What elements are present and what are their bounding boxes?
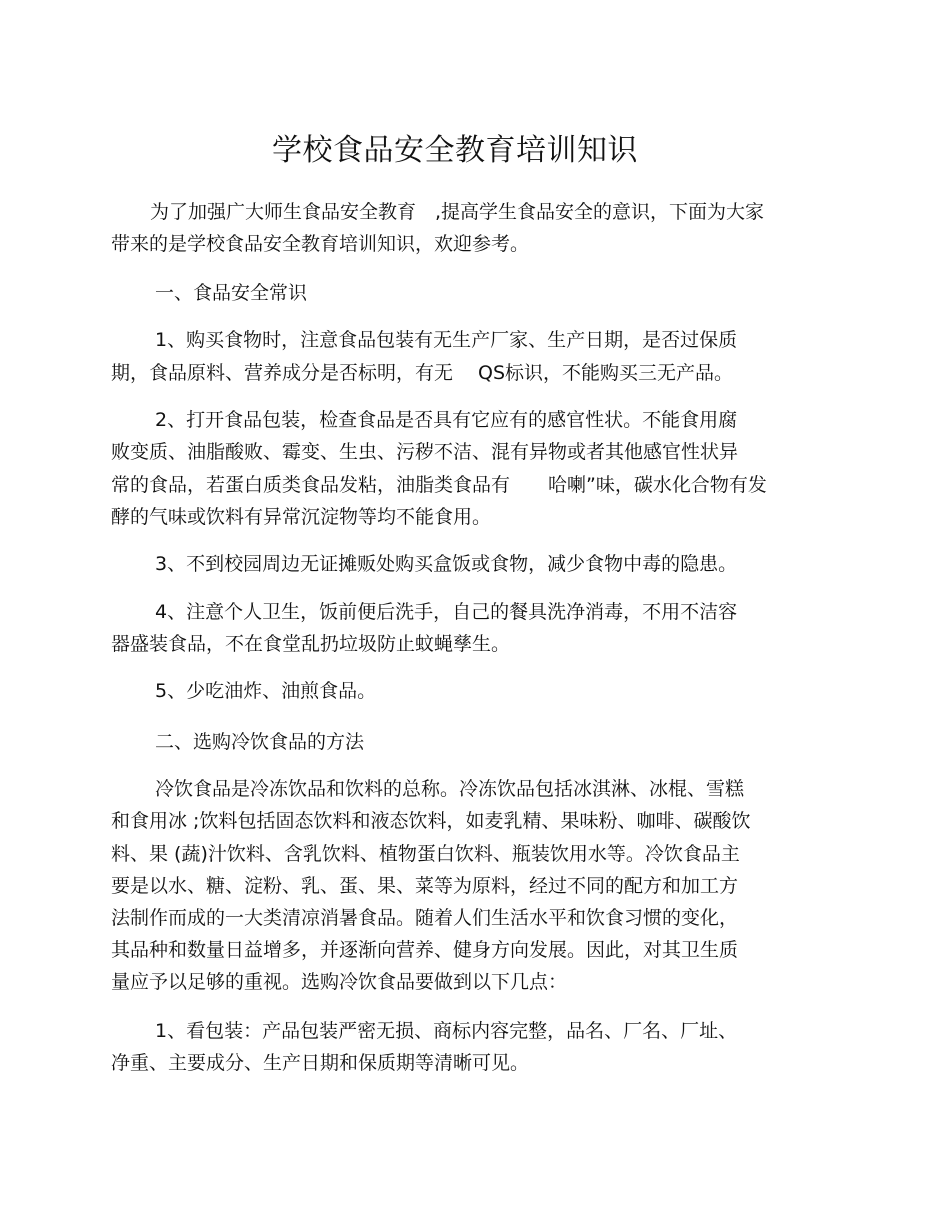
paragraph-line: 要是以水、糖、淀粉、乳、蛋、果、菜等为原料，经过不同的配方和加工方 (111, 875, 739, 897)
paragraph-line: 1、看包装：产品包装严密无损、商标内容完整，品名、厂名、厂址、 (155, 1020, 738, 1042)
paragraph-line: 4、注意个人卫生，饭前便后洗手，自己的餐具洗净消毒，不用不洁容 (155, 601, 738, 623)
paragraph-line: 其品种和数量日益增多，并逐渐向营养、健身方向发展。因此，对其卫生质 (111, 939, 739, 961)
paragraph-line: 2、打开食品包装，检查食品是否具有它应有的感官性状。不能食用腐 (155, 409, 738, 431)
paragraph-line: 器盛装食品，不在食堂乱扔垃圾防止蚊蝇孳生。 (111, 633, 511, 655)
paragraph-line: 为了加强广大师生食品安全教育 ,提高学生食品安全的意识，下面为大家 (150, 201, 765, 223)
paragraph-line: 败变质、油脂酸败、霉变、生虫、污秽不洁、混有异物或者其他感官性状异 (111, 441, 739, 463)
section-heading: 一、食品安全常识 (155, 282, 308, 304)
paragraph-line: 期，食品原料、营养成分是否标明，有无 QS标识，不能购买三无产品。 (111, 362, 734, 384)
paragraph-line: 法制作而成的一大类清凉消暑食品。随着人们生活水平和饮食习惯的变化， (111, 907, 739, 929)
paragraph-line: 冷饮食品是冷冻饮品和饮料的总称。冷冻饮品包括冰淇淋、冰棍、雪糕 (155, 778, 745, 800)
paragraph-line: 和食用冰 ;饮料包括固态饮料和液态饮料，如麦乳精、果味粉、咖啡、碳酸饮 (111, 810, 751, 832)
paragraph-line: 料、果 (蔬)汁饮料、含乳饮料、植物蛋白饮料、瓶装饮用水等。冷饮食品主 (111, 843, 740, 865)
section-heading: 二、选购冷饮食品的方法 (155, 731, 365, 753)
paragraph-line: 酵的气味或饮料有异常沉淀物等均不能食用。 (111, 506, 492, 528)
paragraph-line: 量应予以足够的重视。选购冷饮食品要做到以下几点： (111, 971, 568, 993)
paragraph-line: 常的食品，若蛋白质类食品发粘，油脂类食品有 哈喇”味，碳水化合物有发 (111, 474, 767, 496)
paragraph-line: 带来的是学校食品安全教育培训知识，欢迎参考。 (111, 233, 530, 255)
paragraph-line: 净重、主要成分、生产日期和保质期等清晰可见。 (111, 1052, 530, 1074)
paragraph-line: 5、少吃油炸、油煎食品。 (155, 680, 377, 702)
paragraph-line: 3、不到校园周边无证摊贩处购买盒饭或食物，减少食物中毒的隐患。 (155, 553, 738, 575)
document-title: 学校食品安全教育培训知识 (272, 133, 638, 168)
paragraph-line: 1、购买食物时，注意食品包装有无生产厂家、生产日期，是否过保质 (155, 329, 738, 351)
